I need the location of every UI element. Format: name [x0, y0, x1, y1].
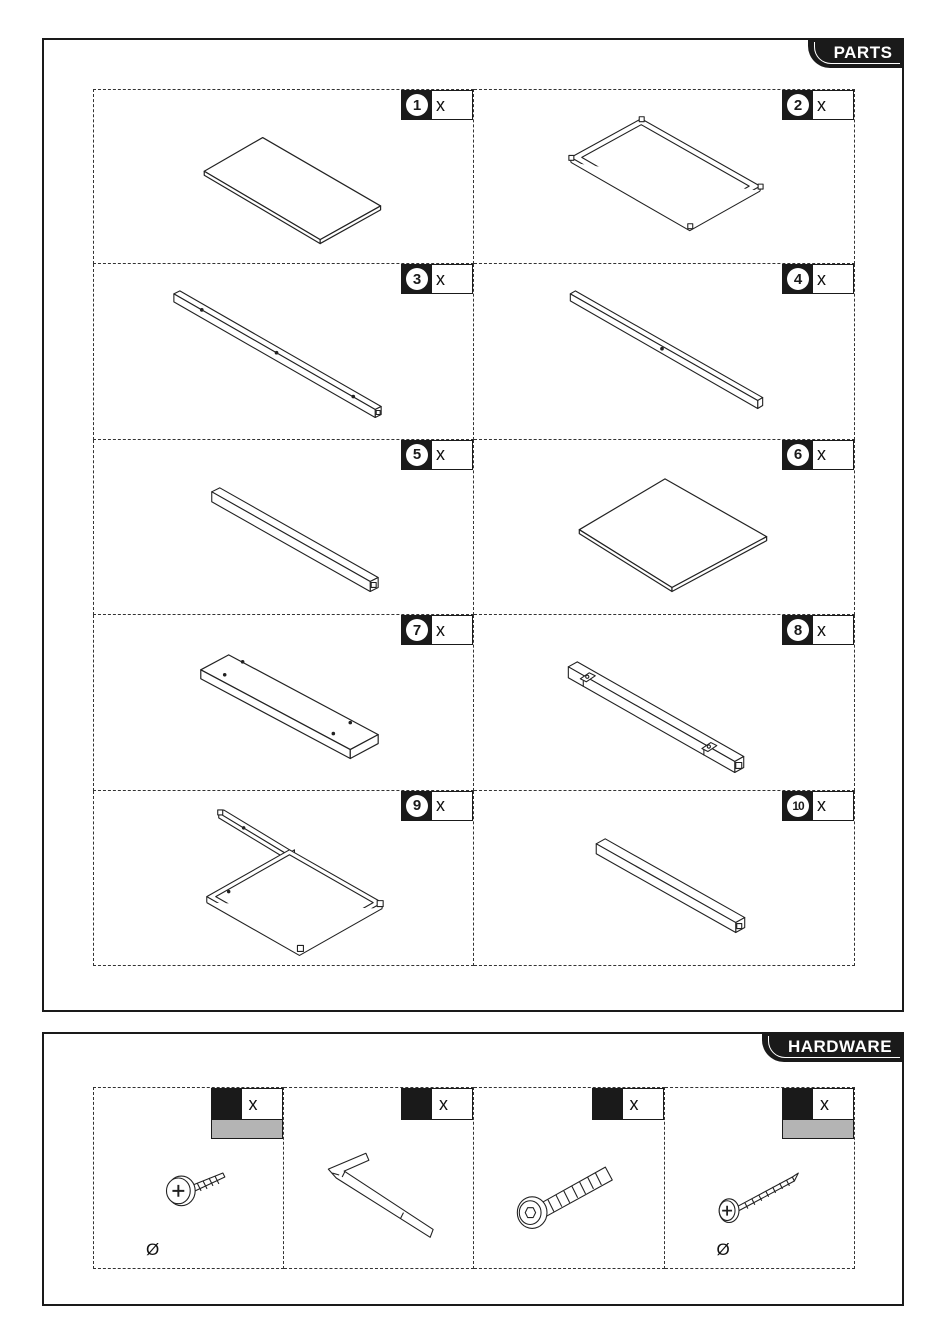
part-number-badge: 6: [787, 444, 809, 466]
part-cell-6: [474, 440, 855, 615]
medium-rail-illustration: [94, 440, 473, 614]
quantity-field: x: [629, 1093, 639, 1114]
quantity-field: x: [817, 795, 826, 816]
part-number-badge: 4: [787, 268, 809, 290]
part-number-badge: 7: [406, 619, 428, 641]
hardware-panel: [42, 1032, 904, 1306]
allen-key-icon: [284, 1088, 474, 1268]
quantity-field: x: [436, 619, 445, 640]
part-number-badge: 2: [787, 94, 809, 116]
part-number-badge: 3: [406, 268, 428, 290]
square-panel-illustration: [474, 440, 854, 614]
part-cell-9: [93, 791, 474, 966]
hardware-cell-3: [474, 1087, 665, 1269]
hex-socket-bolt-icon: [474, 1088, 664, 1268]
diameter-symbol: Ø: [716, 1240, 730, 1259]
long-rail-illustration: [474, 264, 854, 438]
part-cell-8: [474, 615, 855, 790]
parts-tab-label: PARTS: [833, 43, 893, 62]
quantity-field: x: [436, 94, 445, 115]
quantity-field: x: [817, 619, 826, 640]
quantity-field: x: [817, 94, 826, 115]
part-number-badge: 10: [787, 795, 809, 817]
quantity-field: x: [248, 1093, 258, 1114]
parts-section-tab: [808, 38, 904, 68]
hardware-cell-2: [284, 1087, 475, 1269]
part-number-badge: 9: [406, 795, 428, 817]
part-cell-5: [93, 440, 474, 615]
short-rail-illustration: [474, 791, 854, 965]
long-rail-with-holes-illustration: [94, 264, 473, 438]
quantity-field: x: [436, 444, 445, 465]
part-cell-1: [93, 89, 474, 264]
parts-grid: [93, 89, 855, 966]
board-large-illustration: [94, 90, 473, 263]
hardware-grid: [93, 1087, 855, 1269]
part-cell-2: [474, 89, 855, 264]
wood-screw-icon: [665, 1088, 855, 1268]
rectangular-frame-illustration: [474, 90, 854, 263]
hardware-tab-label: HARDWARE: [787, 1037, 893, 1056]
quantity-field: x: [820, 1093, 829, 1114]
part-number-badge: 8: [787, 619, 809, 641]
quantity-field: x: [436, 268, 445, 289]
part-number-badge: 1: [406, 94, 428, 116]
quantity-field: x: [436, 795, 445, 816]
hardware-cell-1: [93, 1087, 284, 1269]
leg-frame-illustration: [94, 791, 473, 965]
quantity-field: x: [817, 444, 826, 465]
diameter-symbol: Ø: [146, 1240, 160, 1259]
parts-panel: [42, 38, 904, 1012]
hardware-cell-4: [665, 1087, 856, 1269]
quantity-field: x: [817, 268, 826, 289]
hardware-section-tab: [762, 1032, 904, 1062]
short-board-illustration: [94, 615, 473, 789]
quantity-field: x: [439, 1093, 448, 1114]
part-cell-4: [474, 264, 855, 439]
part-cell-7: [93, 615, 474, 790]
part-number-badge: 5: [406, 444, 428, 466]
truss-head-screw-icon: [94, 1088, 283, 1268]
part-cell-10: [474, 791, 855, 966]
rail-with-tabs-illustration: [474, 615, 854, 789]
part-cell-3: [93, 264, 474, 439]
